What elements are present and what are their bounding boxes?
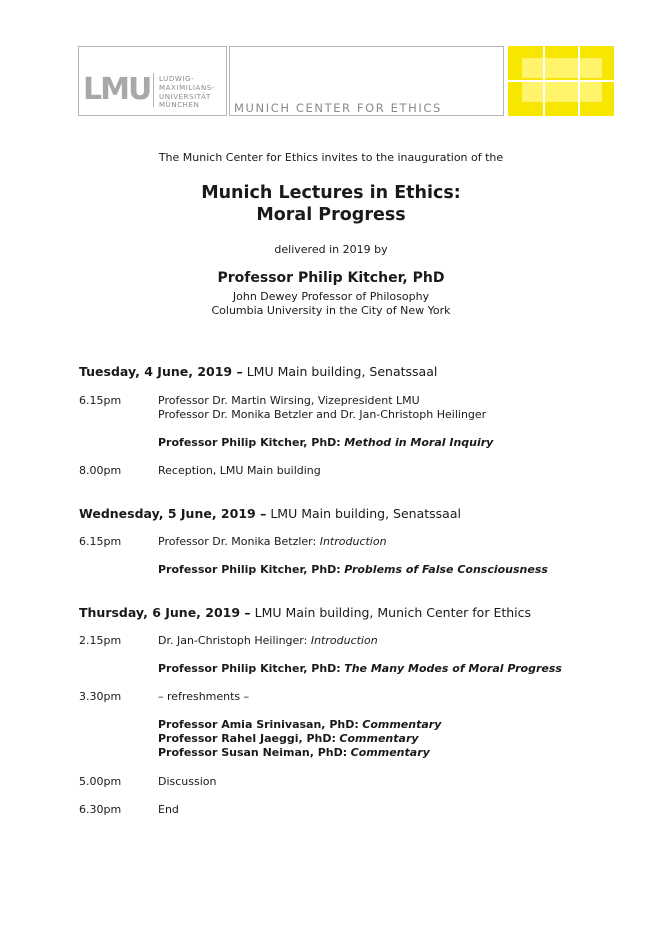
schedule-time: 8.00pm — [79, 464, 122, 477]
university-name — [159, 75, 215, 110]
schedule-desc: Discussion — [158, 775, 217, 788]
schedule-time: 3.30pm — [79, 690, 122, 703]
lmu-logo-box — [78, 46, 227, 116]
university-line: MÜNCHEN — [159, 101, 200, 110]
intro-speaker: Professor Dr. Monika Betzler: — [158, 535, 317, 548]
day-heading — [79, 605, 531, 620]
schedule-desc: – refreshments – — [158, 690, 250, 703]
lecture-topic: The Many Modes of Moral Progress — [344, 662, 562, 675]
delivered-text: delivered in 2019 by — [274, 243, 388, 256]
day-venue: LMU Main building, Senatssaal — [246, 364, 438, 379]
intro-role: Introduction — [310, 634, 378, 647]
welcome-speaker: Professor Dr. Monika Betzler and Dr. Jan-Christoph Heilinger — [158, 408, 487, 421]
day-heading — [79, 506, 461, 521]
university-line: LUDWIG- — [159, 75, 195, 83]
speaker-name: Professor Philip Kitcher, PhD — [217, 270, 445, 286]
title-line-2: Moral Progress — [256, 205, 406, 225]
day-date: Tuesday, 4 June, 2019 – — [79, 364, 243, 379]
letterhead — [78, 46, 616, 118]
lecture-speaker: Professor Philip Kitcher, PhD: — [158, 662, 341, 675]
invitation-text: The Munich Center for Ethics invites to the inauguration of the — [158, 151, 504, 164]
logo-block — [522, 82, 602, 102]
lecture-speaker: Professor Philip Kitcher, PhD: — [158, 436, 341, 449]
schedule-desc — [158, 394, 486, 422]
intro-speaker: Dr. Jan-Christoph Heilinger: — [158, 634, 308, 647]
day-venue: LMU Main building, Senatssaal — [270, 506, 461, 521]
commentator-name: Professor Rahel Jaeggi, PhD: — [158, 732, 336, 745]
lecture-speaker: Professor Philip Kitcher, PhD: — [158, 563, 341, 576]
lecture-title — [0, 182, 662, 226]
commentator-name: Professor Susan Neiman, PhD: — [158, 746, 348, 759]
day-venue: LMU Main building, Munich Center for Ethics — [254, 605, 532, 620]
commentary-item — [158, 746, 441, 760]
speaker-position: John Dewey Professor of Philosophy — [232, 290, 430, 303]
day-date: Thursday, 6 June, 2019 – — [79, 605, 251, 620]
schedule-time: 5.00pm — [79, 775, 122, 788]
center-name-box — [229, 46, 504, 116]
university-line: UNIVERSITÄT — [159, 92, 211, 101]
schedule-time: 6.30pm — [79, 803, 122, 816]
university-line: MAXIMILIANS- — [159, 83, 215, 92]
logo-block — [522, 58, 602, 78]
center-logo-graphic — [508, 46, 614, 116]
schedule-time: 6.15pm — [79, 535, 122, 548]
logo-divider-line — [508, 80, 614, 82]
welcome-speaker: Professor Dr. Martin Wirsing, Vizepresident LMU — [158, 394, 420, 407]
schedule-time: 6.15pm — [79, 394, 122, 407]
logo-divider — [153, 73, 154, 107]
day-heading — [79, 364, 437, 379]
speaker-university: Columbia University in the City of New York — [211, 304, 451, 317]
commentary-label: Commentary — [362, 718, 442, 731]
commentary-item — [158, 718, 441, 732]
schedule-desc: Reception, LMU Main building — [158, 464, 321, 477]
day-date: Wednesday, 5 June, 2019 – — [79, 506, 267, 521]
schedule-time: 2.15pm — [79, 634, 122, 647]
schedule-desc: End — [158, 803, 179, 816]
commentary-item — [158, 732, 441, 746]
commentator-name: Professor Amia Srinivasan, PhD: — [158, 718, 359, 731]
lmu-logo: LMU — [83, 72, 151, 107]
intro-role: Introduction — [319, 535, 387, 548]
center-name: MUNICH CENTER FOR ETHICS — [234, 101, 442, 115]
title-line-1: Munich Lectures in Ethics: — [201, 183, 461, 203]
commentary-label: Commentary — [350, 746, 430, 759]
lecture-topic: Problems of False Consciousness — [344, 563, 548, 576]
lecture-topic: Method in Moral Inquiry — [344, 436, 494, 449]
commentary-label: Commentary — [339, 732, 419, 745]
